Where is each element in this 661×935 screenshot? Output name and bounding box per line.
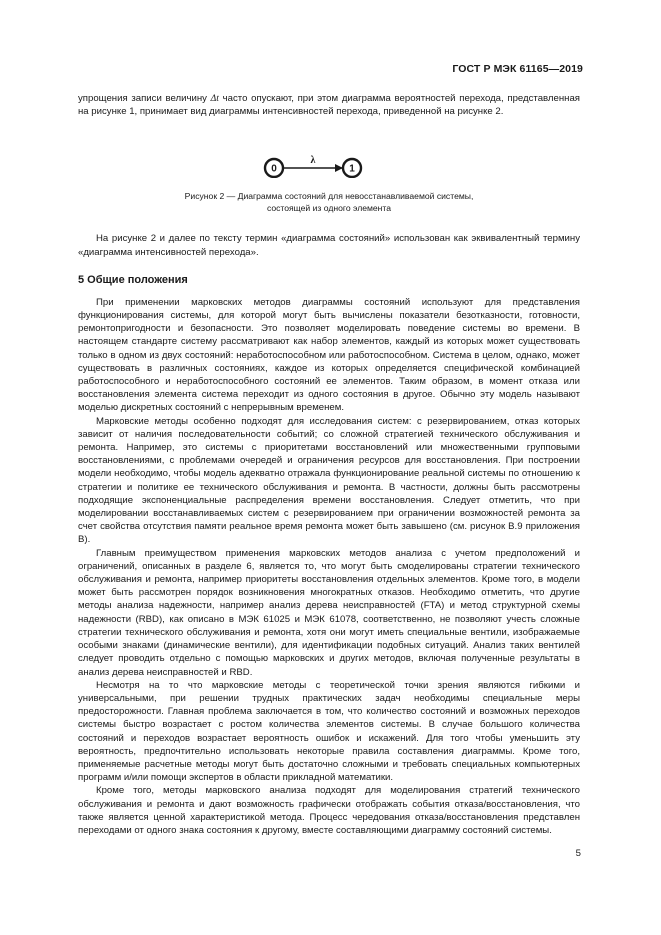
caption-line-2: состоящей из одного элемента xyxy=(266,203,392,214)
transition-rate-label: λ xyxy=(310,155,316,167)
section-title: 5 Общие положения xyxy=(78,273,188,286)
caption-line-1: Рисунок 2 — Диаграмма состояний для невосстанавливаемой системы, xyxy=(184,191,474,202)
document-id-header: ГОСТ Р МЭК 61165—2019 xyxy=(452,63,583,75)
intro-post: часто опускают, при этом диаграмма вероятностей перехода, представленная на рисунке 1, принимает вид диаграммы интенсивностей перехода, приведенной на рисунке 2. xyxy=(78,93,580,118)
section-paragraph: Марковские методы особенно подходят для исследования систем: с резервированием, отказ которых зависит от наличия последовательности событий; со сложной стратегией технического обслуживания и ремонта. Например, это системы с приоритетами восстановлений или множественными групповыми восстановлениями, с проблемами очередей и ограничения ресурсов для восстановления. При построении модели необходимо, чтобы модель адекватно отражала функционирование реальной системы по отношению к стратегии и политике ее технического обслуживания и ремонта. В частности, должны быть рассмотрены подходящие экспоненциальные распределения времени восстановления. Следует отметить, что при моделировании восстанавливаемых систем с резервированием при ограничении возможностей ремонта за счет свойства отсутствия памяти реальное время ремонта может быть завышено (см. рисунок В.9 приложения В). xyxy=(78,415,580,546)
state-1-node xyxy=(343,159,361,177)
page-number: 5 xyxy=(575,848,581,859)
term-note-paragraph: На рисунке 2 и далее по тексту термин «диаграмма состояний» использован как эквивалентный термину «диаграмма интенсивностей перехода». xyxy=(78,233,580,258)
figure-2-caption xyxy=(78,190,580,214)
section-paragraph: Несмотря на то что марковские методы с теоретической точки зрения являются гибкими и универсальными, при решении трудных практических задач необходимы специальные меры предосторожности. Главная проблема заключается в том, что количество состояний и возможных переходов системы быстро возрастает с ростом количества элементов системы. В случае большого количества состояний и переходов возрастает вероятность ошибок и искажений. Для того чтобы уменьшить эту вероятность, предпочтительно использовать некоторые правила составления диаграммы. Кроме того, применяемые расчетные методы могут быть достаточно сложными и требовать специальных компьютерных программ и/или помощи экспертов в области прикладной математики. xyxy=(78,679,580,784)
section-paragraph: При применении марковских методов диаграммы состояний используют для представления функционирования системы, для которой могут быть вычислены показатели безотказности, готовности, ремонтопригодности и безопасности. Это позволяет моделировать поведение системы во времени. В настоящем стандарте систему рассматривают как набор элементов, каждый из которых может существовать только в одном из двух состояний: неработоспособном или работоспособном. Система в целом, однако, может существовать в различных состояниях, каждое из которых определяется специфической комбинацией работоспособного и неработоспособного состояний ее элементов. Таким образом, в момент отказа или восстановления элемента система переходит из одного состояния в другое. Обычно эту модель называют моделью дискретных состояний с непрерывным временем. xyxy=(78,296,580,414)
state-1-label: 1 xyxy=(349,163,355,175)
state-0-node xyxy=(265,159,283,177)
figure-2-diagram xyxy=(78,134,580,178)
section-paragraph: Главным преимуществом применения марковских методов анализа с учетом предположений и ограничений, описанных в разделе 6, является то, что могут быть смоделированы стратегии технического обслуживания и ремонта, например приоритеты восстановления отдельных элементов. Кроме того, в модели может быть рассмотрен порядок возникновения многократных отказов. Необходимо отметить, что другие методы анализа надежности, например анализ дерева неисправностей (FTA) и метод структурной схемы надежности (RBD), как описано в МЭК 61025 и МЭК 61078, соответственно, не позволяют учесть сложные стратегии технического обслуживания и ремонта, хотя они могут иметь специальные вентили, изображаемые особыми знаками (динамические вентили), для идентификации подобных ситуаций. Анализ таких вентилей следует проводить отдельно с помощью марковских и других методов, включая полученные результаты в анализ дерева неисправностей и RBD. xyxy=(78,547,580,678)
state-diagram-svg xyxy=(78,134,580,178)
state-0-label: 0 xyxy=(271,163,277,175)
intro-paragraph xyxy=(78,92,580,118)
section-paragraph: Кроме того, методы марковского анализа подходят для моделирования стратегий технического обслуживания и ремонта и дают возможность графически отображать события отказа/восстановления, что также является ценной характеристикой метода. Процесс чередования отказа/восстановления представлен переходами от одного знака состояния к другому, вместе составляющими диаграмму состояний системы. xyxy=(78,785,580,836)
page-content xyxy=(78,92,580,837)
intro-symbol: Δt xyxy=(210,93,219,104)
intro-pre: упрощения записи величину xyxy=(78,93,211,104)
